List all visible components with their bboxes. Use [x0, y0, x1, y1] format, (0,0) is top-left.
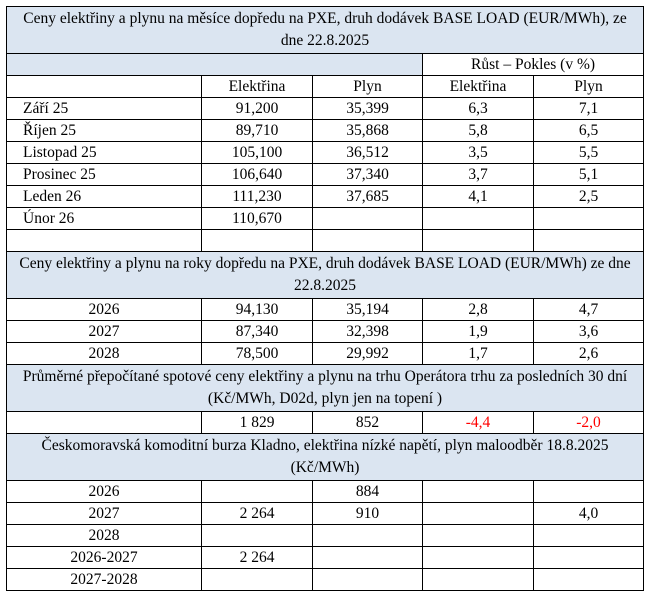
- plyn-cell: 852: [313, 412, 423, 434]
- row-label: 2027-2028: [7, 569, 202, 591]
- plyn-cell: [313, 525, 423, 547]
- table-row: [7, 321, 644, 343]
- elektrina-cell: 78,500: [202, 343, 313, 365]
- rust-el-cell: 3,7: [423, 164, 534, 186]
- rust-plyn-cell: [534, 525, 644, 547]
- plyn-cell: 32,398: [313, 321, 423, 343]
- plyn-cell: 35,194: [313, 299, 423, 321]
- plyn-cell: 910: [313, 503, 423, 525]
- change-header: Růst – Pokles (v %): [423, 54, 644, 76]
- table-row: [7, 208, 644, 230]
- rust-el-cell: 6,3: [423, 98, 534, 120]
- row-label: Září 25: [7, 98, 202, 120]
- elektrina-cell: 2 264: [202, 547, 313, 569]
- spacer-cell: [7, 230, 202, 252]
- plyn-cell: [313, 547, 423, 569]
- elektrina-cell: 94,130: [202, 299, 313, 321]
- col-elektrina: Elektřina: [202, 76, 313, 98]
- row-label: Listopad 25: [7, 142, 202, 164]
- col-plyn: Plyn: [313, 76, 423, 98]
- blank-header-cell: [7, 54, 423, 76]
- rust-plyn-cell: [534, 208, 644, 230]
- row-label: [7, 412, 202, 434]
- kladno-title: Českomoravská komoditní burza Kladno, elektřina nízké napětí, plyn maloodběr 18.8.2025 (Kč/MWh): [7, 434, 644, 481]
- rust-plyn-cell: [534, 481, 644, 503]
- spot-title: Průměrné přepočítané spotové ceny elektřiny a plynu na trhu Operátora trhu za posledních 30 dní (Kč/MWh, D02d, plyn jen na topení ): [7, 365, 644, 412]
- rust-el-cell: [423, 481, 534, 503]
- row-label: 2026: [7, 481, 202, 503]
- col-rust-elektrina: Elektřina: [423, 76, 534, 98]
- rust-el-cell: [423, 208, 534, 230]
- price-table: [6, 6, 644, 591]
- elektrina-cell: 106,640: [202, 164, 313, 186]
- table-row: [7, 164, 644, 186]
- rust-el-cell: [423, 525, 534, 547]
- rust-el-cell: [423, 569, 534, 591]
- elektrina-cell: 91,200: [202, 98, 313, 120]
- rust-plyn-cell: 7,1: [534, 98, 644, 120]
- plyn-cell: 884: [313, 481, 423, 503]
- elektrina-cell: [202, 525, 313, 547]
- rust-el-cell: 3,5: [423, 142, 534, 164]
- plyn-cell: 35,868: [313, 120, 423, 142]
- rust-el-cell: 2,8: [423, 299, 534, 321]
- table-row: [7, 120, 644, 142]
- table-row: [7, 547, 644, 569]
- row-label: 2028: [7, 343, 202, 365]
- change-header-row: [7, 54, 644, 76]
- rust-plyn-cell: 5,1: [534, 164, 644, 186]
- elektrina-cell: 89,710: [202, 120, 313, 142]
- elektrina-cell: 87,340: [202, 321, 313, 343]
- elektrina-cell: 110,670: [202, 208, 313, 230]
- row-label: Únor 26: [7, 208, 202, 230]
- kladno-title-row: [7, 434, 644, 481]
- rust-plyn-cell: [534, 569, 644, 591]
- row-label: 2027: [7, 321, 202, 343]
- plyn-cell: 36,512: [313, 142, 423, 164]
- rust-plyn-cell: -2,0: [534, 412, 644, 434]
- rust-plyn-cell: 3,6: [534, 321, 644, 343]
- table-row: [7, 481, 644, 503]
- plyn-cell: 37,340: [313, 164, 423, 186]
- table-row: [7, 142, 644, 164]
- column-header-row: [7, 76, 644, 98]
- plyn-cell: [313, 208, 423, 230]
- rust-el-cell: -4,4: [423, 412, 534, 434]
- spacer-cell: [423, 230, 534, 252]
- spacer-cell: [534, 230, 644, 252]
- plyn-cell: 29,992: [313, 343, 423, 365]
- row-label: 2027: [7, 503, 202, 525]
- rust-plyn-cell: [534, 547, 644, 569]
- row-label: Říjen 25: [7, 120, 202, 142]
- elektrina-cell: 2 264: [202, 503, 313, 525]
- row-label: Leden 26: [7, 186, 202, 208]
- table-row: [7, 299, 644, 321]
- yearly-title-row: [7, 252, 644, 299]
- elektrina-cell: [202, 481, 313, 503]
- elektrina-cell: 1 829: [202, 412, 313, 434]
- spacer-row: [7, 230, 644, 252]
- rust-plyn-cell: 4,0: [534, 503, 644, 525]
- plyn-cell: 37,685: [313, 186, 423, 208]
- rust-plyn-cell: 6,5: [534, 120, 644, 142]
- rust-el-cell: [423, 547, 534, 569]
- rust-plyn-cell: 4,7: [534, 299, 644, 321]
- blank-label-header: [7, 76, 202, 98]
- rust-plyn-cell: 5,5: [534, 142, 644, 164]
- spacer-cell: [313, 230, 423, 252]
- row-label: 2026: [7, 299, 202, 321]
- table-row: [7, 525, 644, 547]
- row-label: Prosinec 25: [7, 164, 202, 186]
- rust-el-cell: [423, 503, 534, 525]
- plyn-cell: 35,399: [313, 98, 423, 120]
- monthly-title-row: [7, 7, 644, 54]
- table-row: [7, 98, 644, 120]
- rust-el-cell: 5,8: [423, 120, 534, 142]
- spot-title-row: [7, 365, 644, 412]
- table-row: [7, 503, 644, 525]
- table-row: [7, 343, 644, 365]
- rust-plyn-cell: 2,5: [534, 186, 644, 208]
- elektrina-cell: 111,230: [202, 186, 313, 208]
- table-row: [7, 186, 644, 208]
- plyn-cell: [313, 569, 423, 591]
- row-label: 2026-2027: [7, 547, 202, 569]
- yearly-title: Ceny elektřiny a plynu na roky dopředu na PXE, druh dodávek BASE LOAD (EUR/MWh) ze dne 22.8.2025: [7, 252, 644, 299]
- spacer-cell: [202, 230, 313, 252]
- table-row: [7, 569, 644, 591]
- monthly-title: Ceny elektřiny a plynu na měsíce dopředu na PXE, druh dodávek BASE LOAD (EUR/MWh), ze dne 22.8.2025: [7, 7, 644, 54]
- rust-el-cell: 4,1: [423, 186, 534, 208]
- rust-plyn-cell: 2,6: [534, 343, 644, 365]
- rust-el-cell: 1,7: [423, 343, 534, 365]
- table-row: [7, 412, 644, 434]
- rust-el-cell: 1,9: [423, 321, 534, 343]
- row-label: 2028: [7, 525, 202, 547]
- col-rust-plyn: Plyn: [534, 76, 644, 98]
- elektrina-cell: [202, 569, 313, 591]
- elektrina-cell: 105,100: [202, 142, 313, 164]
